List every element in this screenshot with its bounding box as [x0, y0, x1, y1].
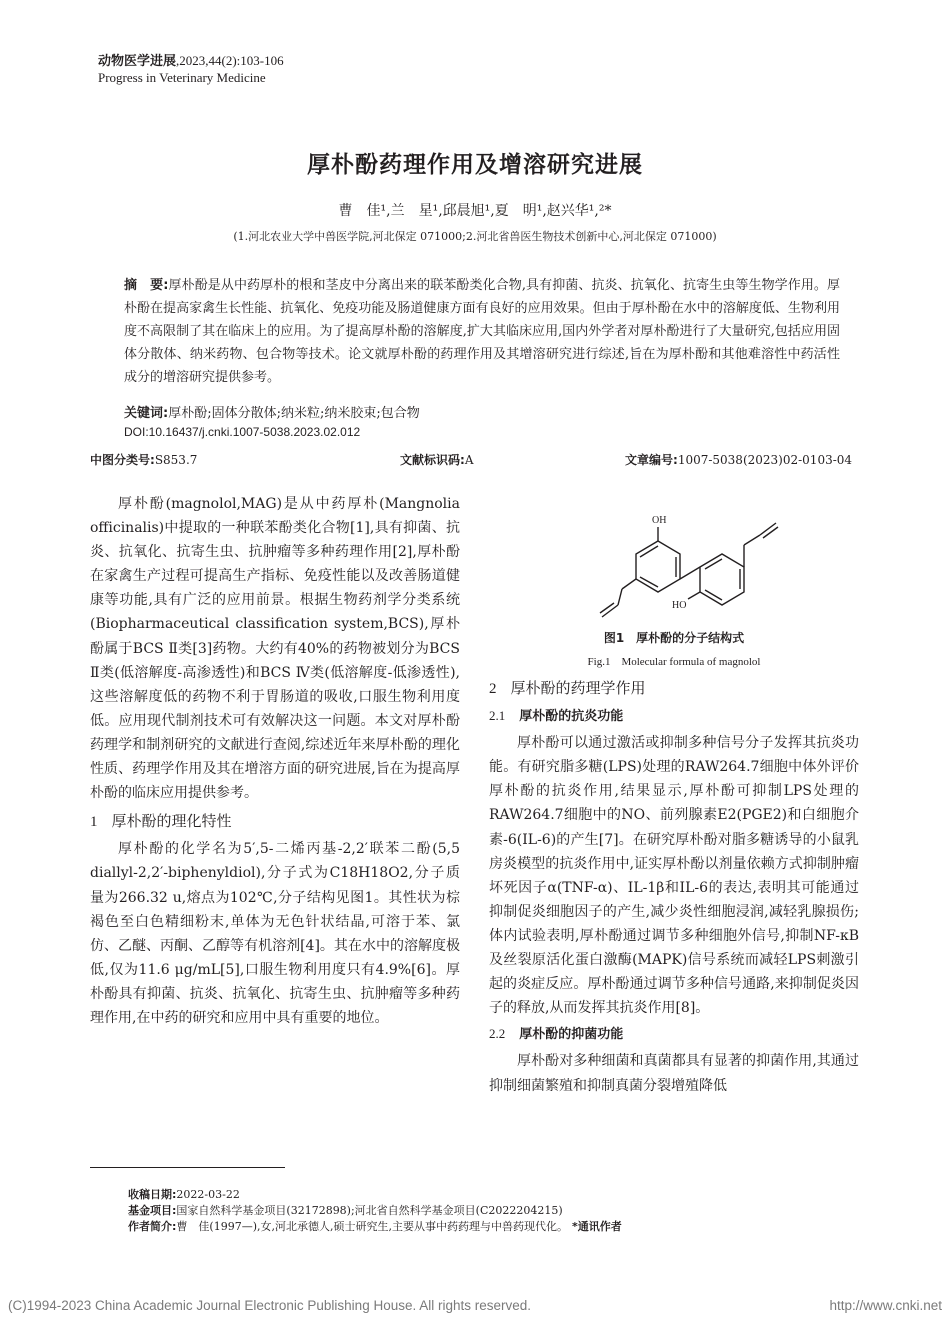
- hydroxyl-label-bottom: HO: [672, 600, 687, 611]
- fund-value: 国家自然科学基金项目(32172898);河北省自然科学基金项目(C2022204215): [176, 1204, 563, 1217]
- section-2-1-paragraph: 厚朴酚可以通过激活或抑制多种信号分子发挥其抗炎功能。有研究脂多糖(LPS)处理的RAW264.7细胞中体外评价厚朴酚的抗炎作用,结果显示,厚朴酚可抑制LPS处理的RAW264.7细胞中的NO、前列腺素E2(PGE2)和白细胞介素-6(IL-6)的产生[7]。在研究厚朴酚对脂多糖诱导的小鼠乳房炎模型的抗炎作用中,证实厚朴酚以剂量依赖方式抑制肿瘤坏死因子α(TNF-α)、IL-1β和IL-6的表达,表明其可能通过抑制促炎细胞因子的产生,减少炎性细胞浸润,减轻乳腺损伤;体内试验表明,厚朴酚通过调节多种细胞外信号,抑制NF-κB及丝裂原活化蛋白激酶(MAPK)信号系统而减轻LPS刺激引起的炎症反应。厚朴酚通过调节多种信号通路,来抑制促炎因子的释放,从而发挥其抗炎作用[8]。: [489, 735, 859, 1017]
- copyright-bar: [8, 1298, 942, 1313]
- author-bio-value: 曹 佳(1997—),女,河北承德人,硕士研究生,主要从事中药药理与中兽药现代化。: [176, 1220, 568, 1233]
- corresponding-author-note: *通讯作者: [571, 1220, 622, 1233]
- section-1-heading: [90, 809, 460, 834]
- hydroxyl-label-top: OH: [652, 515, 667, 526]
- journal-header: [98, 50, 284, 69]
- doi[interactable]: DOI:10.16437/j.cnki.1007-5038.2023.02.012: [124, 425, 361, 439]
- section-2-2-number: 2.2: [489, 1026, 506, 1042]
- clc-value: S853.7: [154, 453, 198, 467]
- section-1-title: 厚朴酚的理化特性: [111, 812, 232, 831]
- doc-code: [400, 451, 473, 468]
- affiliation: (1.河北农业大学中兽医学院,河北保定 071000;2.河北省兽医生物技术创新中心,河北保定 071000): [233, 230, 717, 243]
- article-number: [625, 451, 852, 468]
- magnolol-structure-figure: [560, 505, 790, 625]
- clc-number: [90, 451, 197, 468]
- keywords-text: 厚朴酚;固体分散体;纳米粒;纳米胶束;包合物: [168, 406, 420, 421]
- section-2-title: 厚朴酚的药理学作用: [510, 679, 646, 697]
- article-value: 1007-5038(2023)02-0103-04: [677, 453, 853, 467]
- section-2-heading: [489, 676, 859, 701]
- right-benzene-ring: [700, 554, 744, 605]
- abstract: [124, 274, 840, 389]
- doc-value: A: [464, 453, 474, 467]
- keywords: [124, 402, 420, 421]
- received-value: 2022-03-22: [176, 1188, 240, 1201]
- section-2-1-number: 2.1: [489, 708, 506, 724]
- section-2-number: 2: [489, 681, 497, 697]
- journal-name-en: Progress in Veterinary Medicine: [98, 70, 266, 85]
- left-benzene-ring: [636, 541, 680, 592]
- intro-paragraph: 厚朴酚(magnolol,MAG)是从中药厚朴(Mangnolia officinalis)中提取的一种联苯酚类化合物[1],具有抑菌、抗炎、抗氧化、抗寄生虫、抗肿瘤等多种药理作用[2],厚朴酚在家禽生产过程可提高生产指标、免疫性能以及改善肠道健康等功能,具有广泛的应用前景。根据生物药剂学分类系统(Biopharmaceutical classification system,BCS),厚朴酚属于BCS Ⅱ类[3]药物。大约有40%的药物被划分为BCS Ⅱ类(低溶解度-高渗透性)和BCS Ⅳ类(低溶解度-低渗透性),这些溶解度低的药物不利于胃肠道的吸收,口服生物利用度低。应用现代制剂技术可有效解决这一问题。本文对厚朴酚药理学和制剂研究的文献进行查阅,综述近年来厚朴酚的理化性质、药理学作用及其在增溶方面的研究进展,旨在为提高厚朴酚的临床应用提供参考。: [90, 496, 460, 802]
- right-column: [489, 676, 859, 1098]
- abstract-text: 厚朴酚是从中药厚朴的根和茎皮中分离出来的联苯酚类化合物,具有抑菌、抗炎、抗氧化、抗寄生虫等生物学作用。厚朴酚在提高家禽生长性能、抗氧化、免疫功能及肠道健康方面有良好的应用效果。但由于厚朴酚在水中的溶解度低、生物利用度不高限制了其在临床上的应用。为了提高厚朴酚的溶解度,扩大其临床应用,国内外学者对厚朴酚进行了大量研究,包括应用固体分散体、纳米药物、包合物等技术。论文就厚朴酚的药理作用及其增溶研究进行综述,旨在为厚朴酚和其他难溶性中药活性成分的增溶研究提供参考。: [124, 278, 840, 385]
- clc-label: 中图分类号:: [90, 453, 155, 467]
- cnki-link[interactable]: http://www.cnki.net: [829, 1298, 942, 1313]
- received-label: 收稿日期:: [128, 1188, 177, 1201]
- journal-name-cn: 动物医学进展: [98, 54, 177, 69]
- section-2-1-title: 厚朴酚的抗炎功能: [519, 709, 624, 725]
- footnote-rule: [90, 1167, 285, 1168]
- left-column: [90, 492, 460, 1030]
- section-2-2-paragraph: 厚朴酚对多种细菌和真菌都具有显著的抑菌作用,其通过抑制细菌繁殖和抑制真菌分裂增殖降低: [489, 1053, 859, 1094]
- section-1-paragraph: 厚朴酚的化学名为5′,5-二烯丙基-2,2′联苯二酚(5,5 diallyl-2,2′-biphenyldiol),分子式为C18H18O2,分子质量为266.32 u,熔点为102℃,分子结构见图1。其性状为棕褐色至白色精细粉末,单体为无色针状结晶,可溶于苯、氯仿、乙醚、丙酮、乙醇等有机溶剂[4]。其在水中的溶解度极低,仅为11.6 μg/mL[5],口服生物利用度只有4.9%[6]。厚朴酚具有抑菌、抗炎、抗氧化、抗寄生虫、抗肿瘤等多种药理作用,在中药的研究和应用中具有重要的地位。: [90, 841, 460, 1026]
- section-2-2-heading: [489, 1022, 859, 1047]
- fund-info: [128, 1202, 563, 1218]
- author-bio: [128, 1218, 622, 1234]
- doc-label: 文献标识码:: [400, 453, 465, 467]
- article-title: 厚朴酚药理作用及增溶研究进展: [307, 152, 643, 178]
- section-2-2-title: 厚朴酚的抑菌功能: [519, 1027, 624, 1043]
- received-date: [128, 1186, 240, 1202]
- copyright-text: (C)1994-2023 China Academic Journal Electronic Publishing House. All rights reserved.: [8, 1298, 532, 1313]
- figure-caption-cn: 图1 厚朴酚的分子结构式: [603, 631, 745, 645]
- article-label: 文章编号:: [625, 453, 678, 467]
- author-list: 曹 佳¹,兰 星¹,邱晨旭¹,夏 明¹,赵兴华¹,²*: [338, 203, 612, 219]
- keywords-label: 关键词:: [124, 406, 169, 421]
- fund-label: 基金项目:: [128, 1204, 177, 1217]
- section-2-1-heading: [489, 704, 859, 729]
- section-1-number: 1: [90, 814, 98, 831]
- figure-caption-en: Fig.1 Molecular formula of magnolol: [587, 656, 761, 668]
- journal-issue: ,2023,44(2):103-106: [176, 53, 284, 68]
- author-bio-label: 作者简介:: [128, 1220, 177, 1233]
- abstract-label: 摘 要:: [124, 278, 169, 293]
